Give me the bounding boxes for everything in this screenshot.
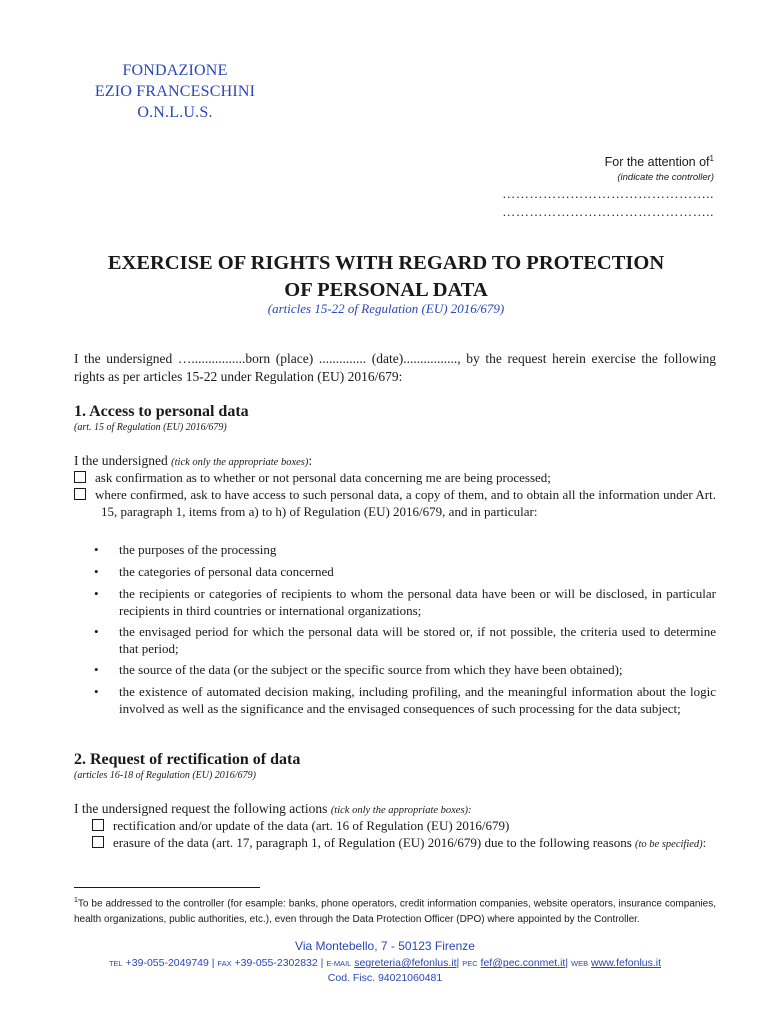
attention-label: For the attention $of^1$ <box>604 154 714 170</box>
title-line-2: OF PERSONAL DATA <box>284 279 488 301</box>
org-line-3: O.N.L.U.S. <box>137 104 213 121</box>
section-2-reference: (articles 16-18 of Regulation (EU) 2016/679) <box>74 770 256 781</box>
footnote-ref: 1 <box>709 154 714 163</box>
attention-block <box>502 150 714 221</box>
footnote-divider <box>74 887 260 888</box>
phone-number[interactable]: +39-055-2049749 <box>125 957 209 969</box>
section-1-lead: I the undersigned (tick only the appropriate boxes): <box>74 453 313 468</box>
document-title <box>60 250 712 304</box>
checkbox-option-access[interactable]: where confirmed, ask to have access to such personal data, a copy of them, and to obtain all the information under Art. 15, paragraph 1, items from a) to h) of Regulation (EU) 2016/679, and in particular: <box>74 486 716 520</box>
footer-contacts: TEL +39-055-2049749 | FAX +39-055-2302832 | E-MAIL segreteria@fefonlus.it| PEC fef@pec.conmet.it| WEB www.fefonlus.it <box>108 957 662 969</box>
checkbox-icon[interactable] <box>92 836 104 848</box>
org-line-2: EZIO FRANCESCHINI <box>94 83 256 100</box>
section-2-heading: 2. Request of rectification of data <box>74 751 301 768</box>
section-2-lead: I the undersigned request the following actions (tick only the appropriate boxes): <box>74 801 472 816</box>
checkbox-option-confirmation[interactable]: ask confirmation as to whether or not personal data concerning me are being processed; <box>74 469 716 486</box>
website-link[interactable]: www.fefonlus.it <box>591 957 662 969</box>
pec-email-link[interactable]: fef@pec.conmet.it <box>480 957 566 969</box>
list-item: • the recipients or categories of recipients to whom the personal data have been or will be disclosed, in particular recipients in third countries or international organizations; <box>94 586 716 618</box>
title-line-1: EXERCISE OF RIGHTS WITH REGARD TO PROTECTION <box>107 252 665 274</box>
email-link[interactable]: segreteria@fefonlus.it <box>354 957 457 969</box>
document-subtitle: (articles 15-22 of Regulation (EU) 2016/679) <box>267 301 505 316</box>
section-1-heading: 1. Access to personal data <box>74 403 249 420</box>
checkbox-icon[interactable] <box>74 488 86 500</box>
list-item: • the purposes of the processing <box>94 542 277 557</box>
section-1-reference: (art. 15 of Regulation (EU) 2016/679) <box>74 422 227 433</box>
checkbox-option-erasure[interactable]: erasure of the data (art. 17, paragraph 1, of Regulation (EU) 2016/679) due to the following reasons (to be specified): <box>92 834 716 853</box>
list-item: • the source of the data (or the subject or the specific source from which they have been obtained); <box>94 662 623 677</box>
list-item: • the categories of personal data concerned <box>94 564 334 579</box>
checkbox-icon[interactable] <box>74 471 86 483</box>
checkbox-icon[interactable] <box>92 819 104 831</box>
organization-header <box>60 60 290 123</box>
controller-field-1[interactable]: ……………………………………….. <box>502 186 714 202</box>
intro-paragraph: I the undersigned …................born (place) .............. (date)................, by the request herein exercise the following rights as per articles 15-22 under Regulation (EU) 2016/679: <box>74 351 716 384</box>
controller-field-2[interactable]: ……………………………………….. <box>502 204 714 220</box>
list-item: • the envisaged period for which the personal data will be stored or, if not possible, the criteria used to determine that period; <box>94 624 716 656</box>
footer-address: Via Montebello, 7 - 50123 Firenze <box>295 939 475 953</box>
list-item: • the existence of automated decision making, including profiling, and the meaningful information about the logic involved as well as the significance and the envisaged consequences of such processing for the data subject; <box>94 684 716 716</box>
footnote: $^1$To be addressed to the controller (for esample: banks, phone operators, credit information companies, website operators, insurance companies, health organizations, public authorities, etc.), even through the Data Protection Officer (DPO) where appointed by the Controller. <box>74 897 716 926</box>
org-line-1: FONDAZIONE <box>122 62 228 79</box>
fax-number: +39-055-2302832 <box>234 957 318 969</box>
checkbox-option-rectification[interactable]: rectification and/or update of the data (art. 16 of Regulation (EU) 2016/679) <box>92 817 716 834</box>
attention-hint: (indicate the controller) <box>617 172 714 184</box>
footer-fiscal-code: Cod. Fisc. 94021060481 <box>327 972 443 984</box>
